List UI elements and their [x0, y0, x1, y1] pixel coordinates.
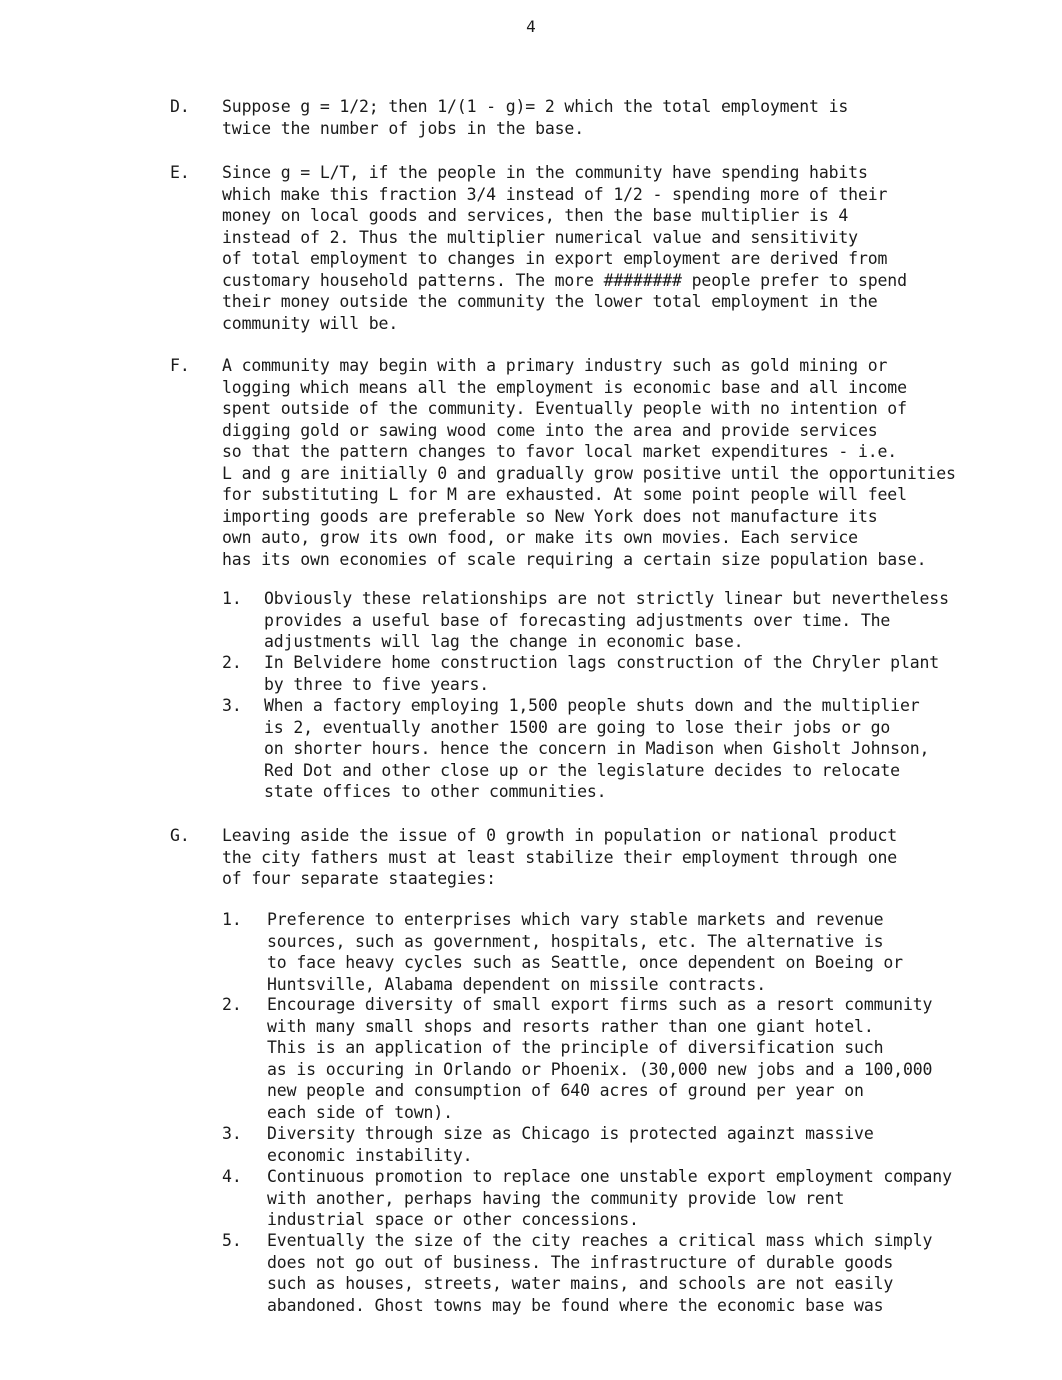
section-label: G. [170, 826, 190, 845]
section-label: E. [170, 163, 190, 182]
page-number: 4 [526, 17, 536, 36]
list-item-text: Eventually the size of the city reaches a critical mass which simply does not go out of business. The infrastructure of durable goods such as houses, streets, water mains, and schools are not easily abandoned. Ghost towns may be found where the economic base was [267, 1231, 933, 1315]
list-item-text: In Belvidere home construction lags construction of the Chryler plant by three to five years. [264, 653, 940, 694]
list-item-number: 2. [222, 995, 242, 1014]
list-item-number: 1. [222, 910, 242, 929]
list-item-number: 1. [222, 589, 242, 608]
list-item-text: Continuous promotion to replace one unstable export employment company with another, perhaps having the community provide low rent industrial space or other concessions. [267, 1167, 952, 1229]
list-item-number: 4. [222, 1167, 242, 1186]
list-item-text: Diversity through size as Chicago is protected againzt massive economic instability. [267, 1124, 874, 1165]
list-item-text: Encourage diversity of small export firms such as a resort community with many small shops and resorts rather than one giant hotel. This is an application of the principle of diversification such as is occuring in Orlando or Phoenix. (30,000 new jobs and a 100,000 new people and consumption of 640 acres of ground per year on each side of town). [267, 995, 933, 1122]
section-text: A community may begin with a primary industry such as gold mining or logging which means all the employment is economic base and all income spent outside of the community. Eventually people with no intention of digging gold or sawing wood come into the area and provide services so that the pattern changes to favor local market expenditures - i.e. L and g are initially 0 and gradually grow positive until the opportunities for substituting L for M are exhausted. At some point people will feel importing goods are preferable so New York does not manufacture its own auto, grow its own food, or make its own movies. Each service has its own economies of scale requiring a certain size population base. [222, 356, 956, 569]
list-item-number: 5. [222, 1231, 242, 1250]
list-item-text: When a factory employing 1,500 people shuts down and the multiplier is 2, eventually another 1500 are going to lose their jobs or go on shorter hours. hence the concern in Madison when Gisholt Johnson, Red Dot and other close up or the legislature decides to relocate state offices to other communities. [264, 696, 930, 801]
section-text: Suppose g = 1/2; then 1/(1 - g)= 2 which the total employment is twice the number of jobs in the base. [222, 97, 849, 138]
list-item-number: 2. [222, 653, 242, 672]
list-item-number: 3. [222, 696, 242, 715]
list-item-number: 3. [222, 1124, 242, 1143]
list-item-text: Obviously these relationships are not strictly linear but nevertheless provides a useful base of forecasting adjustments over time. The adjustments will lag the change in economic base. [264, 589, 949, 651]
section-label: F. [170, 356, 190, 375]
section-text: Since g = L/T, if the people in the community have spending habits which make this fraction 3/4 instead of 1/2 - spending more of their money on local goods and services, then the base multiplier is 4 instead of 2. Thus the multiplier numerical value and sensitivity of total employment to changes in export employment are derived from customary household patterns. The more ######## people prefer to spend their money outside the community the lower total employment in the community will be. [222, 163, 907, 333]
section-text: Leaving aside the issue of 0 growth in population or national product the city fathers must at least stabilize their employment through one of four separate staategies: [222, 826, 898, 888]
section-label: D. [170, 97, 190, 116]
list-item-text: Preference to enterprises which vary stable markets and revenue sources, such as government, hospitals, etc. The alternative is to face heavy cycles such as Seattle, once dependent on Boeing or Huntsville, Alabama dependent on missile contracts. [267, 910, 903, 994]
